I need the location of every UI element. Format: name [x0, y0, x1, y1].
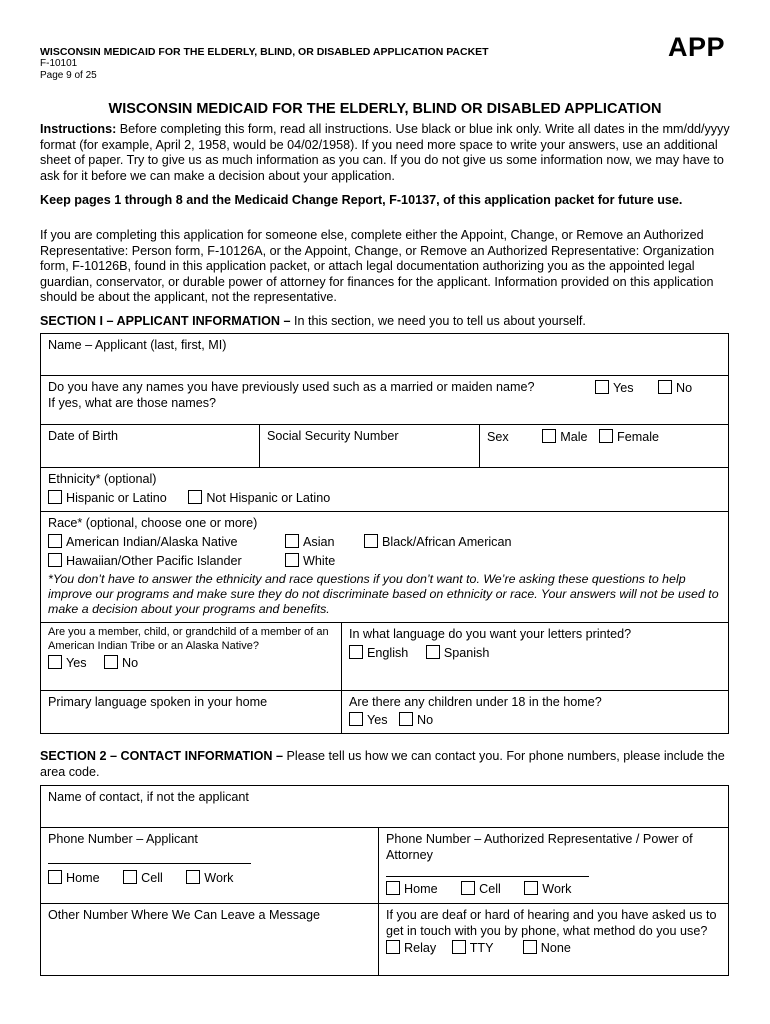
- app-badge: APP: [668, 32, 726, 62]
- primary-language-field[interactable]: [41, 690, 342, 733]
- sex-field: [480, 425, 729, 468]
- previous-names-if-yes: If yes, what are those names?: [48, 395, 217, 410]
- hispanic-label: Hispanic or Latino: [66, 490, 167, 505]
- tty-checkbox[interactable]: [452, 940, 466, 954]
- tty-label: TTY: [469, 941, 494, 956]
- relay-label: Relay: [404, 941, 437, 956]
- form-number: F-10101: [40, 58, 78, 69]
- applicant-home-checkbox[interactable]: [48, 870, 62, 884]
- tribe-no-checkbox[interactable]: [104, 655, 118, 669]
- page-title: WISCONSIN MEDICAID FOR THE ELDERLY, BLIND OR DISABLED APPLICATION: [108, 101, 662, 117]
- previous-names-field[interactable]: [41, 376, 729, 425]
- sex-male-checkbox[interactable]: [542, 429, 556, 443]
- contact-name-label: Name of contact, if not the applicant: [48, 790, 249, 804]
- hearing-method-question: If you are deaf or hard of hearing and you have asked us to get in touch with you by phone, what method do you use?: [386, 908, 717, 938]
- applicant-phone-line[interactable]: [48, 862, 251, 864]
- hispanic-checkbox[interactable]: [48, 490, 62, 504]
- applicant-name-field[interactable]: [41, 334, 729, 376]
- tribe-yes-checkbox[interactable]: [48, 655, 62, 669]
- none-checkbox[interactable]: [523, 940, 537, 954]
- packet-title: WISCONSIN MEDICAID FOR THE ELDERLY, BLIND, OR DISABLED APPLICATION PACKET: [40, 46, 489, 58]
- race-hawaiian-label: Hawaiian/Other Pacific Islander: [66, 553, 242, 568]
- not-hispanic-label: Not Hispanic or Latino: [206, 490, 331, 505]
- section1-title: SECTION I – APPLICANT INFORMATION –: [40, 314, 291, 328]
- tribe-no-label: No: [122, 655, 139, 670]
- rep-work-checkbox[interactable]: [524, 881, 538, 895]
- ssn-label: Social Security Number: [267, 429, 399, 443]
- applicant-work-checkbox[interactable]: [186, 870, 200, 884]
- applicant-cell-label: Cell: [141, 870, 163, 885]
- race-ethnicity-note: *You don’t have to answer the ethnicity and race questions if you don’t want to. We’re asking these questions to help improve our programs and make sure they do not discriminate based on ethnicity or race. Your answers will not be used to make a decision about your programs and benefits.: [48, 571, 719, 617]
- english-checkbox[interactable]: [349, 645, 363, 659]
- applicant-phone-field: [41, 828, 379, 904]
- sex-label: Sex: [487, 430, 509, 444]
- male-label: Male: [560, 430, 588, 444]
- contact-info-table: [40, 785, 729, 976]
- applicant-name-label: Name – Applicant (last, first, MI): [48, 338, 227, 352]
- female-label: Female: [617, 430, 659, 444]
- page-number: Page 9 of 25: [40, 70, 97, 81]
- rep-work-label: Work: [542, 882, 572, 897]
- date-of-birth-field[interactable]: [41, 425, 260, 468]
- contact-name-field[interactable]: [41, 786, 729, 828]
- race-label: Race* (optional, choose one or more): [48, 516, 258, 530]
- children-no-label: No: [417, 713, 434, 728]
- race-asian-label: Asian: [303, 534, 335, 549]
- applicant-info-table: [40, 333, 729, 734]
- race-american-indian-checkbox[interactable]: [48, 534, 62, 548]
- children-yes-checkbox[interactable]: [349, 712, 363, 726]
- relay-checkbox[interactable]: [386, 940, 400, 954]
- rep-home-checkbox[interactable]: [386, 881, 400, 895]
- yes-label: Yes: [613, 381, 634, 395]
- other-number-label: Other Number Where We Can Leave a Message: [48, 908, 321, 922]
- instructions-text: Before completing this form, read all instructions. Use black or blue ink only. Write all dates in the mm/dd/yyyy format (for example, April 2, 1958, would be 04/02/1958). If you need more space to write your answers, use an additional sheet of paper. Try to give us as much information as you can. If you do not give us some information now, we may have to ask for it before we can make a decision about your application.: [40, 122, 730, 183]
- rep-cell-label: Cell: [479, 882, 501, 897]
- applicant-phone-label: Phone Number – Applicant: [48, 832, 198, 846]
- keep-pages-note: Keep pages 1 through 8 and the Medicaid Change Report, F-10137, of this application packet for future use.: [40, 193, 683, 207]
- tribe-yes-label: Yes: [66, 655, 87, 670]
- race-asian-checkbox[interactable]: [285, 534, 299, 548]
- children-field: [342, 690, 729, 733]
- race-black-label: Black/African American: [382, 534, 512, 549]
- instructions-label: Instructions:: [40, 122, 117, 136]
- race-field: [41, 512, 729, 623]
- dob-label: Date of Birth: [48, 429, 118, 443]
- children-yes-label: Yes: [367, 713, 388, 728]
- no-label: No: [676, 381, 693, 395]
- children-no-checkbox[interactable]: [399, 712, 413, 726]
- form-header: [40, 46, 489, 82]
- section2-subtitle: Please tell us how we can contact you. For phone numbers, please include the area code.: [40, 749, 725, 779]
- race-american-indian-label: American Indian/Alaska Native: [66, 534, 238, 549]
- previous-names-no-checkbox[interactable]: [658, 380, 672, 394]
- previous-names-yes-checkbox[interactable]: [595, 380, 609, 394]
- applicant-work-label: Work: [204, 870, 234, 885]
- hearing-method-field: [379, 904, 729, 976]
- letter-language-field: [342, 622, 729, 690]
- previous-names-question: Do you have any names you have previously used such as a married or maiden name?: [48, 380, 535, 394]
- english-label: English: [367, 646, 409, 661]
- section1-subtitle: In this section, we need you to tell us about yourself.: [290, 314, 586, 328]
- letter-language-question: In what language do you want your letters printed?: [349, 626, 632, 641]
- none-label: None: [540, 941, 571, 956]
- race-black-checkbox[interactable]: [364, 534, 378, 548]
- section2-title: SECTION 2 – CONTACT INFORMATION –: [40, 749, 284, 763]
- ethnicity-label: Ethnicity* (optional): [48, 472, 157, 486]
- ssn-field[interactable]: [260, 425, 480, 468]
- tribe-question: Are you a member, child, or grandchild of a member of an American Indian Tribe or an Alaska Native?: [48, 625, 329, 652]
- tribe-membership-field: [41, 622, 342, 690]
- section1-heading: [40, 314, 730, 330]
- primary-language-label: Primary language spoken in your home: [48, 694, 268, 709]
- other-number-field[interactable]: [41, 904, 379, 976]
- representative-phone-line[interactable]: [386, 875, 589, 877]
- representative-phone-label: Phone Number – Authorized Representative / Power of Attorney: [386, 832, 693, 862]
- race-hawaiian-checkbox[interactable]: [48, 553, 62, 567]
- representative-phone-field: [379, 828, 729, 904]
- spanish-checkbox[interactable]: [426, 645, 440, 659]
- ethnicity-field: [41, 468, 729, 512]
- rep-cell-checkbox[interactable]: [461, 881, 475, 895]
- representative-note: If you are completing this application for someone else, complete either the Appoint, Change, or Remove an Authorized Representative: Person form, F-10126A, or the Appoint, Change, or Remove an Authorized Representative: Organization form, F-10126B, found in this application packet, or attach legal documentation authorizing you as the appointed legal guardian, conservator, or durable power of attorney for finances for the applicant. Information provided on this application should be about the applicant, not the representative.: [40, 228, 715, 305]
- spanish-label: Spanish: [443, 646, 490, 661]
- race-white-checkbox[interactable]: [285, 553, 299, 567]
- children-question: Are there any children under 18 in the home?: [349, 694, 602, 709]
- applicant-cell-checkbox[interactable]: [123, 870, 137, 884]
- section2-heading: [40, 749, 730, 780]
- applicant-home-label: Home: [66, 870, 100, 885]
- sex-female-checkbox[interactable]: [599, 429, 613, 443]
- rep-home-label: Home: [404, 882, 438, 897]
- race-white-label: White: [303, 553, 336, 568]
- instructions-paragraph: [40, 122, 730, 184]
- not-hispanic-checkbox[interactable]: [188, 490, 202, 504]
